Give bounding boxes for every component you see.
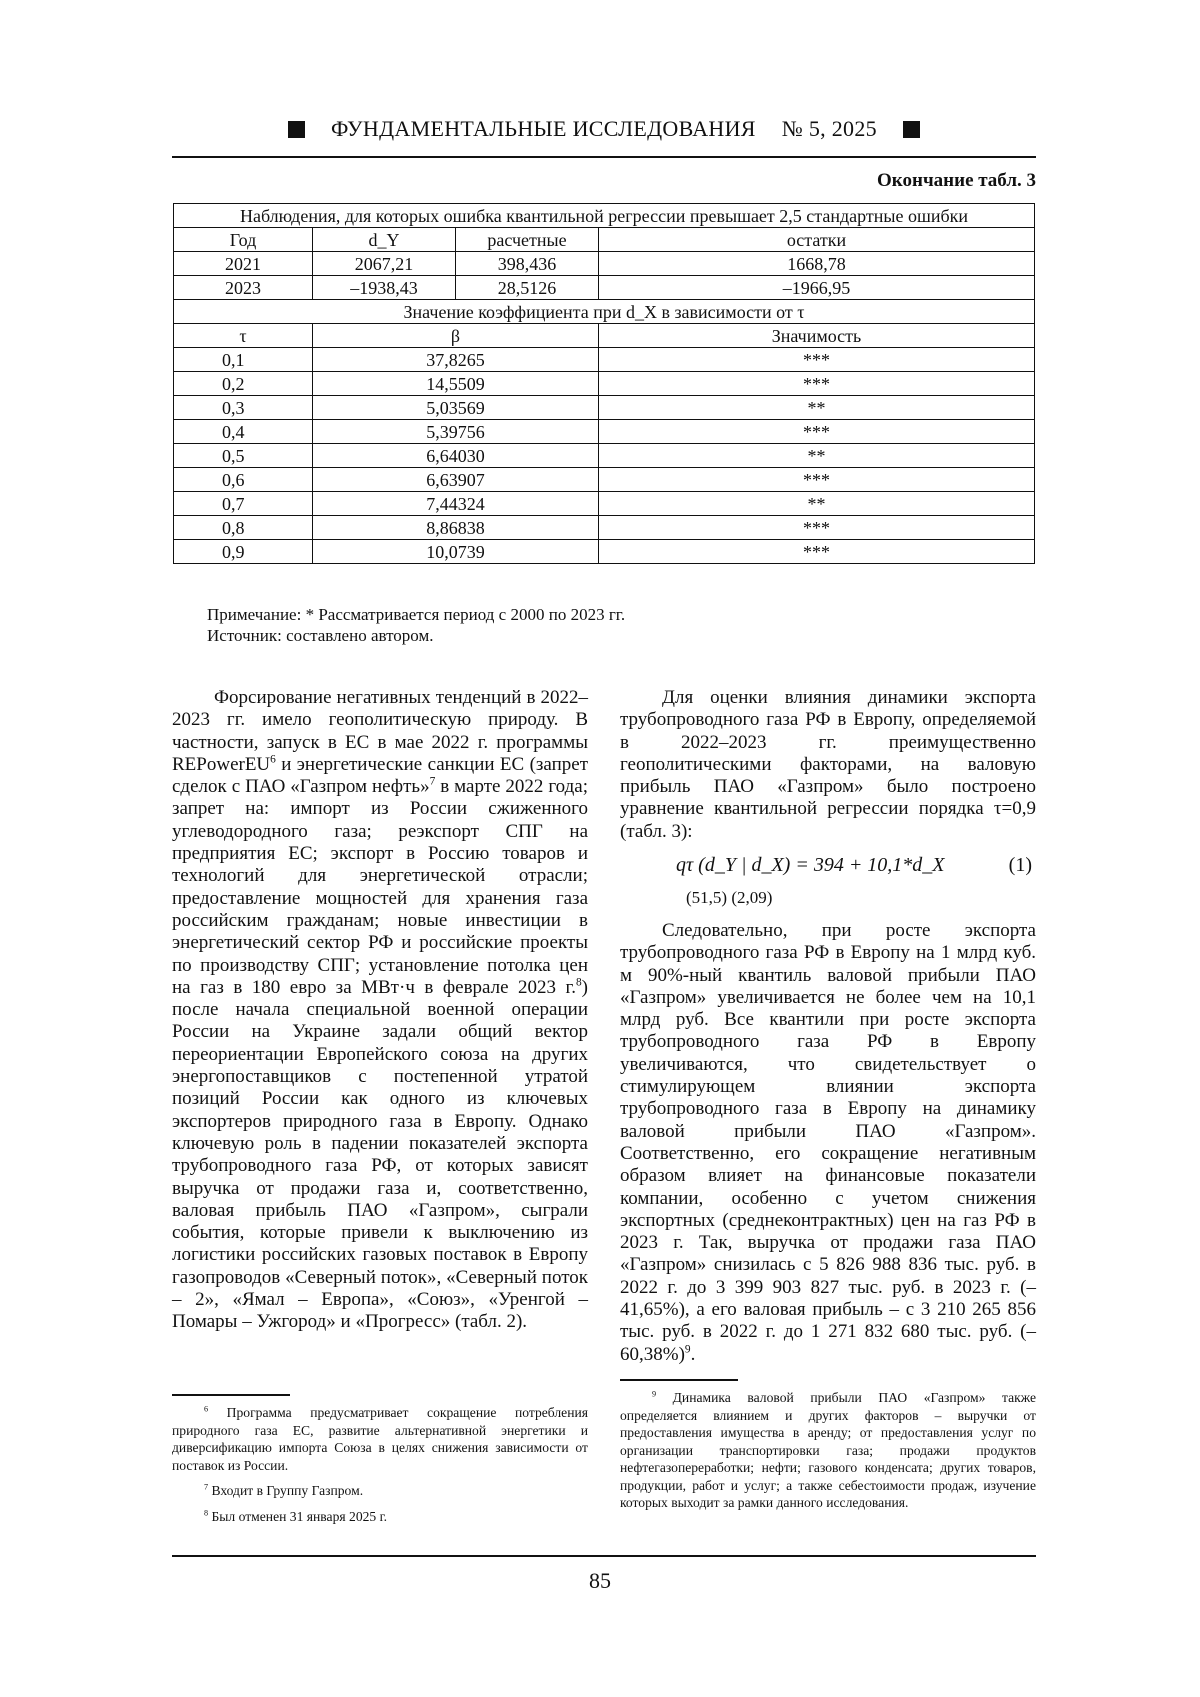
footnote-number: 8 [204,1507,209,1517]
paragraph-text: ) после начала специальной военной операции России на Украине задали общий вектор переориентации Европейского союза на других энергопоставщиков с постепенной утратой позиций России как одного из ключевых экспортеров природного газа в Европу. Однако ключевую роль в падении показателей экспорта трубопроводного газа РФ, от которых зависят выручка от продажи газа и, соответственно, валовая прибыль ПАО «Газпром», сыграли события, которые привели к выключению из логистики российских газовых поставок в Европу газопроводов «Северный поток», «Северный поток – 2», «Ямал – Европа», «Союз», «Уренгой – Помары – Ужгород» и «Прогресс» (табл. 2). [172,976,588,1333]
table-note [207,604,625,646]
footnote [172,1404,588,1474]
table-cell: –1938,43 [313,276,456,300]
footnote-ref: 8 [575,976,582,989]
table-row [174,372,1035,396]
table-row [174,420,1035,444]
table-cell: 2023 [174,276,313,300]
table-header-cell: остатки [599,228,1035,252]
journal-title: ФУНДАМЕНТАЛЬНЫЕ ИССЛЕДОВАНИЯ [331,116,756,141]
footnote-number: 7 [204,1482,209,1492]
table-header-cell: τ [174,324,313,348]
table-cell: 6,64030 [313,444,599,468]
table-cell: 14,5509 [313,372,599,396]
running-header [172,112,1036,146]
footnote-rule [620,1379,738,1381]
table-cell: *** [599,372,1035,396]
page-number: 85 [589,1568,611,1593]
table-section-title: Наблюдения, для которых ошибка квантильной регрессии превышает 2,5 стандартные ошибки [174,204,1035,228]
table-cell: 5,03569 [313,396,599,420]
table-cell: 0,5 [174,444,313,468]
table-cell: –1966,95 [599,276,1035,300]
table-cell: ** [599,396,1035,420]
table-cell: 0,7 [174,492,313,516]
footnote-rule [172,1394,290,1396]
table-row [174,252,1035,276]
table-row [174,276,1035,300]
regression-table [173,203,1035,564]
regression-equation [676,854,1036,877]
footnote-text: Был отменен 31 января 2025 г. [211,1508,388,1524]
table-row [174,468,1035,492]
table-cell: 37,8265 [313,348,599,372]
footnote [620,1389,1036,1512]
table-cell: 0,1 [174,348,313,372]
footnotes-right [620,1389,1036,1520]
table-cell: 0,2 [174,372,313,396]
equation-number: (1) [1008,854,1032,876]
table-cell: 0,6 [174,468,313,492]
table-cell: *** [599,348,1035,372]
issue-number: № 5, 2025 [781,116,877,141]
table-row [174,516,1035,540]
table-cell: 10,0739 [313,540,599,564]
note-line: Примечание: * Рассматривается период с 2000 по 2023 гг. [207,605,626,624]
table-header-cell: β [313,324,599,348]
table-cell: 2021 [174,252,313,276]
table-cell: 8,86838 [313,516,599,540]
table-header-cell: Значимость [599,324,1035,348]
header-rule [172,156,1036,158]
table-row [174,492,1035,516]
table-cell: 0,4 [174,420,313,444]
paragraph-text: и энергетические санкции ЕС (запрет сделок с ПАО «Газпром нефть» [172,753,588,798]
footnote-ref: 7 [429,775,436,788]
table-cell: 7,44324 [313,492,599,516]
equation-text: qτ (d_Y | d_X) = 394 + 10,1*d_X [676,854,945,876]
left-column [172,687,588,1334]
table-cell: 28,5126 [456,276,599,300]
table-cell: 0,9 [174,540,313,564]
table-cell: 2067,21 [313,252,456,276]
footnote-number: 6 [204,1404,209,1414]
table-cell: *** [599,516,1035,540]
footnote [172,1482,588,1500]
table-header-row [174,324,1035,348]
footer-rule [172,1555,1036,1557]
footnote-ref: 9 [684,1343,691,1356]
table-caption: Окончание табл. 3 [877,170,1036,191]
footnote-text: Входит в Группу Газпром. [211,1483,364,1498]
footnote-ref: 6 [270,753,276,766]
standard-errors: (51,5) (2,09) [686,888,773,907]
right-column [620,687,1036,843]
square-bullet-icon [288,121,305,138]
table-cell: 1668,78 [599,252,1035,276]
footnote-number: 9 [652,1389,657,1399]
table-cell: *** [599,540,1035,564]
footnote-text: Динамика валовой прибыли ПАО «Газпром» также определяется влиянием и других факторов – выручки от предоставления имущества в аренду; от предоставления услуг по организации транспортировки газа; продажи продуктов нефтегазопереработки; нефти; газового конденсата; других товаров, продукции, работ и услуг; а также себестоимости продаж, изучение которых выходит за рамки данного исследования. [620,1390,1036,1510]
right-column-continued [620,920,1036,1366]
table-row [174,444,1035,468]
table-cell: *** [599,420,1035,444]
table-cell: 5,39756 [313,420,599,444]
table-cell: ** [599,444,1035,468]
table-cell: 0,3 [174,396,313,420]
table-row [174,540,1035,564]
body-paragraph: Для оценки влияния динамики экспорта трубопроводного газа РФ в Европу, определяемой в 2022–2023 гг. преимущественно геополитическими факторами, на валовую прибыль ПАО «Газпром» было построено уравнение квантильной регрессии порядка τ=0,9 (табл. 3): [620,687,1036,842]
table-section-title: Значение коэффициента при d_X в зависимости от τ [174,300,1035,324]
table-row [174,396,1035,420]
table-cell: ** [599,492,1035,516]
paragraph-text: Следовательно, при росте экспорта трубопроводного газа РФ в Европу на 1 млрд куб. м 90%-ный квантиль валовой прибыли ПАО «Газпром» увеличивается не более чем на 10,1 млрд руб. Все квантили при росте экспорта трубопроводного газа РФ в Европу увеличиваются, что свидетельствует о стимулирующем влиянии экспорта трубопроводного газа в Европу на динамику валовой прибыли ПАО «Газпром». Соответственно, его сокращение негативным образом влияет на финансовые показатели компании, особенно с учетом снижения экспортных (среднеконтрактных) цен на газ РФ в 2023 г. Так, выручка от продажи газа ПАО «Газпром» снизилась с 5 826 988 836 тыс. руб. в 2022 г. до 3 399 903 827 тыс. руб. в 2023 г. (–41,65%), а его валовая прибыль – с 3 210 265 856 тыс. руб. в 2022 г. до 1 271 832 680 тыс. руб. (–60,38%) [620,920,1036,1365]
table-header-cell: расчетные [456,228,599,252]
table-header-row [174,228,1035,252]
footnote-text: Программа предусматривает сокращение потребления природного газа ЕС, развитие альтернативной энергетики и диверсификацию импорта Союза в целях снижения зависимости от поставок из России. [172,1405,588,1473]
table-cell: 6,63907 [313,468,599,492]
table-cell: *** [599,468,1035,492]
table-row [174,348,1035,372]
source-line: Источник: составлено автором. [207,626,434,645]
table-header-cell: d_Y [313,228,456,252]
footnote [172,1508,588,1526]
table-header-cell: Год [174,228,313,252]
table-cell: 398,436 [456,252,599,276]
table-cell: 0,8 [174,516,313,540]
square-bullet-icon [903,121,920,138]
paragraph-text: Форсирование негативных тенденций в 2022–2023 гг. имело геополитическую природу. В частности, запуск в ЕС в мае 2022 г. программы REPowerEU [172,687,588,775]
paragraph-text: в марте 2022 года; запрет на: импорт из России сжиженного углеводородного газа; реэкспорт СПГ на предприятия ЕС; экспорт в Россию товаров и технологий для энергетической отрасли; предоставление мощностей для хранения газа российским гражданам; новые инвестиции в энергетический сектор РФ и российские проекты по производству СПГ; установление потолка цен на газ в 180 евро за МВт·ч в феврале 2023 г. [172,776,588,998]
body-paragraph: Следовательно, при росте экспорта трубопроводного газа РФ в Европу на 1 млрд куб. м 90%-ный квантиль валовой прибыли ПАО «Газпром» увеличивается не более чем на 10,1 млрд руб. Все квантили при росте экспорта трубопроводного газа РФ в Европу увеличиваются, что свидетельствует о стимулирующем влиянии экспорта трубопроводного газа в Европу на динамику валовой прибыли ПАО «Газпром». Соответственно, его сокращение негативным образом влияет на финансовые показатели компании, особенно с учетом снижения экспортных (среднеконтрактных) цен на газ РФ в 2023 г. Так, выручка от продажи газа ПАО «Газпром» снизилась с 5 826 988 836 тыс. руб. в 2022 г. до 3 399 903 827 тыс. руб. в 2023 г. (–41,65%), а его валовая прибыль – с 3 210 265 856 тыс. руб. в 2022 г. до 1 271 832 680 тыс. руб. $(-60,38\%)^9$. [620,920,1036,1365]
body-paragraph [172,687,588,1334]
footnotes-left [172,1404,588,1533]
